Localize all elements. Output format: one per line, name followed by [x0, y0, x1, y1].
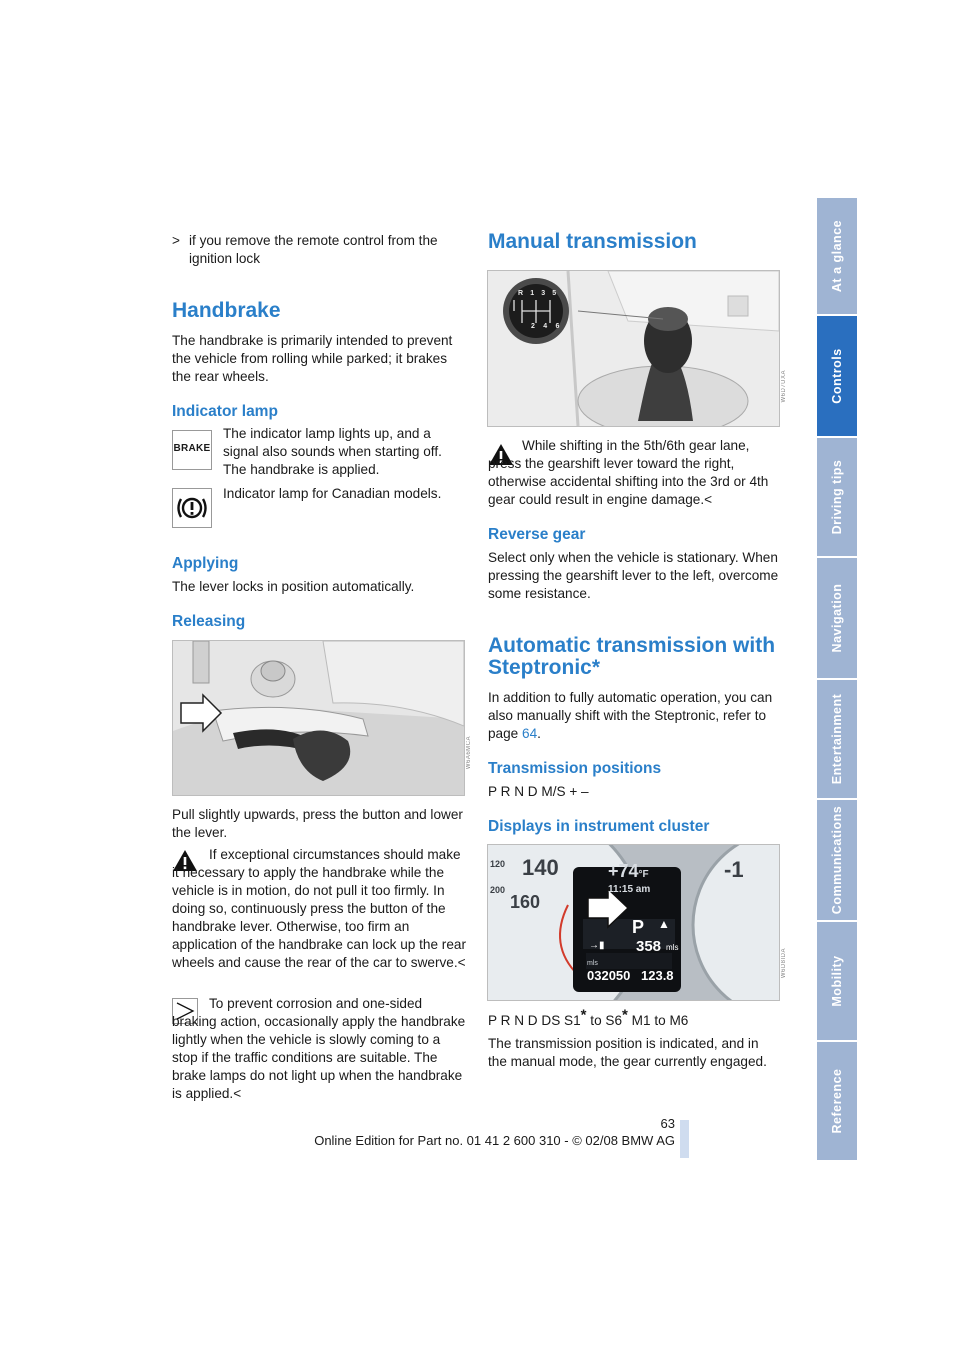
- tab-navigation[interactable]: [817, 558, 857, 678]
- speed-160-label: 160: [510, 892, 541, 912]
- transmission-positions-heading: Transmission positions: [488, 760, 662, 777]
- tab-entertainment[interactable]: [817, 680, 857, 798]
- tab-controls[interactable]: [817, 316, 857, 436]
- tab-driving-tips[interactable]: [817, 438, 857, 556]
- odometer-unit: mls: [587, 960, 598, 967]
- corrosion-note: [172, 995, 467, 1103]
- end-mark: <: [704, 492, 713, 507]
- temperature-unit: °F: [638, 869, 649, 880]
- handbrake-warning-text: If exceptional circumstances should make it necessary to apply the handbrake while the vehicle is in motion, do not pull it too firmly. In doing so, continuously press the button of the handbrake lever. Otherwise, too firm an application of the handbrake can lock up the rear wheels and cause the rear of the car to swerve.: [172, 847, 466, 970]
- manual-figure-code: W6D7UXA: [781, 370, 787, 403]
- transmission-positions-text: P R N D M/S + –: [488, 784, 589, 799]
- online-edition-note: Online Edition for Part no. 01 41 2 600 310 - © 02/08 BMW AG: [314, 1133, 675, 1148]
- tab-label: Controls: [830, 348, 844, 404]
- reverse-gear-heading: Reverse gear: [488, 526, 586, 543]
- displayed-positions: [488, 1006, 689, 1030]
- tab-label: At a glance: [830, 219, 844, 293]
- manual-warning-text: While shifting in the 5th/6th gear lane, press the gearshift lever toward the right, otherwise accidental shifting into the 3rd or 4th gear could result in engine damage.: [488, 438, 769, 507]
- page-reference-link[interactable]: 64: [522, 726, 538, 741]
- handbrake-release-figure: [172, 640, 465, 796]
- tab-label: Navigation: [830, 583, 844, 653]
- releasing-heading: Releasing: [172, 613, 246, 630]
- positions-part-a: P R N D DS S1: [488, 1013, 581, 1028]
- shift-pattern-top: R 1 3 5: [518, 290, 559, 297]
- indicator-lamp-heading: Indicator lamp: [172, 403, 278, 420]
- tab-label: Reference: [830, 1068, 844, 1134]
- tab-at-a-glance[interactable]: [817, 198, 857, 314]
- handbrake-warning: [172, 846, 467, 972]
- end-mark: <: [457, 955, 466, 970]
- tab-label: Communications: [830, 805, 844, 915]
- range-readout: 358: [636, 938, 662, 955]
- fuel-pump-icon: →▮: [589, 940, 605, 951]
- reverse-gear-text: Select only when the vehicle is stationary. When pressing the gearshift lever to the left, overcome some resistance.: [488, 550, 779, 601]
- handbrake-heading: Handbrake: [172, 299, 281, 322]
- end-mark: <: [233, 1086, 242, 1101]
- corrosion-note-text: To prevent corrosion and one-sided braking action, occasionally apply the handbrake lightly when the vehicle is slowly coming to a stop if the traffic conditions are suitable. The brake lamps do not light up when the handbrake is applied.: [172, 996, 466, 1101]
- tab-communications[interactable]: [817, 800, 857, 920]
- positions-part-c: M1 to M6: [627, 1013, 689, 1028]
- temperature-readout: [608, 861, 649, 882]
- bullet-text-line-2: ignition lock: [189, 251, 261, 266]
- chapter-tab-bar: [817, 198, 857, 1160]
- footer-accent-bar: [680, 1120, 689, 1158]
- position-indicated-text: The transmission position is indicated, and in the manual mode, the gear currently engaged.: [488, 1036, 767, 1069]
- tab-mobility[interactable]: [817, 922, 857, 1040]
- applying-text: The lever locks in position automatically.: [172, 579, 415, 594]
- cluster-figure-code: W6D8IDA: [781, 948, 787, 979]
- page-number: 63: [660, 1116, 675, 1131]
- manual-transmission-warning: [488, 437, 780, 509]
- warning-triangle-icon: ▲: [658, 917, 670, 931]
- tab-label: Mobility: [830, 955, 844, 1007]
- canadian-lamp-text: Indicator lamp for Canadian models.: [223, 486, 442, 501]
- tachometer-label: -1: [724, 857, 744, 882]
- automatic-transmission-heading-line-1: Automatic transmission with: [488, 634, 776, 657]
- odometer-readout: 032050: [587, 968, 631, 983]
- steptronic-intro-text: In addition to fully automatic operation, you can also manually shift with the Steptronic, refer to page: [488, 690, 773, 741]
- speed-120-label: 120: [490, 859, 506, 869]
- indicator-lamp-text: The indicator lamp lights up, and a signal also sounds when starting off. The handbrake is applied.: [223, 426, 442, 477]
- temperature-value: +74: [608, 861, 639, 881]
- applying-heading: Applying: [172, 555, 239, 572]
- steptronic-intro: In addition to fully automatic operation, you can also manually shift with the Steptronic, refer to page 64.: [488, 690, 773, 741]
- shift-pattern-bottom: 2 4 6: [531, 323, 563, 330]
- manual-transmission-heading: Manual transmission: [488, 230, 697, 253]
- handbrake-intro: The handbrake is primarily intended to prevent the vehicle from rolling while parked; it brakes the rear wheels.: [172, 333, 453, 384]
- instrument-cluster-figure: [487, 844, 780, 1001]
- automatic-transmission-heading-line-2: Steptronic*: [488, 656, 601, 679]
- bullet-text-line-1: if you remove the remote control from the: [189, 233, 438, 248]
- canadian-brake-icon: [172, 488, 212, 528]
- speed-140-label: 140: [522, 855, 559, 880]
- range-unit: mls: [666, 943, 679, 952]
- releasing-figure-code: W6A6MCA: [466, 736, 472, 770]
- tab-label: Entertainment: [830, 693, 844, 785]
- trip-readout: 123.8: [641, 968, 674, 983]
- tab-label: Driving tips: [830, 459, 844, 535]
- instrument-cluster-heading: Displays in instrument cluster: [488, 818, 710, 835]
- tab-reference[interactable]: [817, 1042, 857, 1160]
- gearshift-figure: [487, 270, 780, 427]
- bullet-marker: >: [172, 233, 180, 248]
- clock-readout: 11:15 am: [608, 884, 651, 895]
- speed-200-label: 200: [490, 885, 506, 895]
- optional-equipment-star: *: [580, 1006, 587, 1024]
- brake-indicator-icon: [172, 430, 212, 470]
- optional-equipment-star: *: [622, 1006, 628, 1024]
- brake-icon-label: BRAKE: [173, 443, 211, 454]
- releasing-text: Pull slightly upwards, press the button and lower the lever.: [172, 807, 463, 840]
- gear-position-indicator: P: [632, 917, 645, 937]
- positions-part-b: to S6: [586, 1013, 623, 1028]
